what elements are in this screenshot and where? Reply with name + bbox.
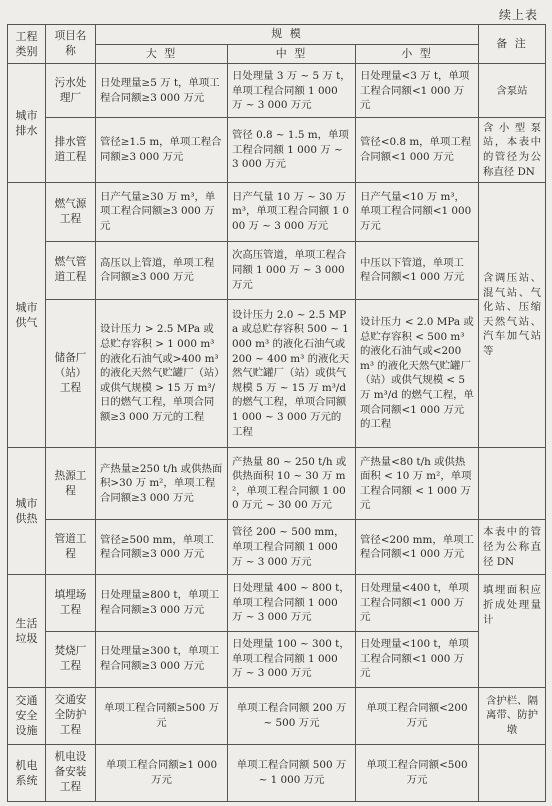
header-small: 小 型 [356, 44, 479, 64]
small-cell: 日处理量<400 t，单项工程合同额<1 000 万元 [356, 575, 479, 631]
header-remark: 备 注 [479, 25, 546, 64]
large-cell: 日处理量≥5 万 t，单项工程合同额≥3 000 万元 [96, 64, 228, 118]
item-cell: 污水处理厂 [46, 64, 96, 118]
item-cell: 管道工程 [46, 520, 96, 575]
header-category: 工程类别 [8, 25, 46, 64]
table-row [8, 575, 546, 631]
table-row [8, 299, 546, 447]
table-row [8, 448, 546, 520]
table-row [8, 241, 546, 299]
category-cell: 机电系统 [8, 744, 46, 801]
small-cell: 单项工程合同额<500 万元 [356, 744, 479, 801]
small-cell: 中压以下管道，单项工程合同额<1 000 万元 [356, 241, 479, 299]
table-row [8, 182, 546, 241]
item-cell: 燃气管道工程 [46, 241, 96, 299]
medium-cell: 日处理量 400 ~ 800 t，单项工程合同额 1 000 万 ~ 3 000 万元 [228, 575, 356, 631]
header-scale: 规 模 [96, 25, 479, 45]
medium-cell: 管径 200 ~ 500 mm，单项工程合同额 1 000 万 ~ 3 000 万元 [228, 520, 356, 575]
small-cell: 设计压力 < 2.0 MPa 或总贮存容积 < 500 m³ 的液化石油气或<200 m³ 的液化天然气贮罐厂（站）或供气规模 < 5 万 m³/d 的燃气工程，单项合同额<1 000 万元的工程 [356, 299, 479, 447]
remark-cell: 含护栏、隔离带、防护墩 [479, 687, 546, 744]
large-cell: 日处理量≥300 t，单项工程合同额≥3 000 万元 [96, 631, 228, 687]
small-cell: 产热量<80 t/h 或供热面积 < 10 万 m²，单项工程合同额 < 1 000 万元 [356, 448, 479, 520]
header-item: 项目名称 [46, 25, 96, 64]
category-cell: 城市排水 [8, 64, 46, 182]
item-cell: 机电设备安装工程 [46, 744, 96, 801]
medium-cell: 日处理量 3 万 ~ 5 万 t，单项工程合同额 1 000 万 ~ 3 000 万元 [228, 64, 356, 118]
small-cell: 日产气量<10 万 m³，单项工程合同额<1 000 万元 [356, 182, 479, 241]
small-cell: 单项工程合同额<200 万元 [356, 687, 479, 744]
medium-cell: 单项工程合同额 500 万 ~ 1 000 万元 [228, 744, 356, 801]
medium-cell: 产热量 80 ~ 250 t/h 或供热面积 10 ~ 30 万 m²，单项工程合同额 1 000 万元 ~ 30 00 万元 [228, 448, 356, 520]
remark-cell: 含调压站、混气站、气化站、压缩天然气站、汽车加气站等 [479, 182, 546, 448]
large-cell: 日产气量≥30 万 m³，单项工程合同额≥3 000 万元 [96, 182, 228, 241]
header-medium: 中 型 [228, 44, 356, 64]
medium-cell: 单项工程合同额 200 万 ~ 500 万元 [228, 687, 356, 744]
remark-cell [479, 744, 546, 801]
medium-cell: 日产气量 10 万 ~ 30 万 m³，单项工程合同额 1 000 万 ~ 3 000 万元 [228, 182, 356, 241]
remark-cell: 填埋面积应折成处理量计 [479, 575, 546, 687]
item-cell: 填埋场工程 [46, 575, 96, 631]
item-cell: 交通安全防护工程 [46, 687, 96, 744]
large-cell: 管径≥1.5 m，单项工程合同额≥3 000 万元 [96, 118, 228, 182]
large-cell: 设计压力 > 2.5 MPa 或总贮存容积 > 1 000 m³ 的液化石油气或>400 m³ 的液化天然气贮罐厂（站）或供气规模 > 15 万 m³/日的燃气工程，单项合同额≥3 000 万元的工程 [96, 299, 228, 447]
small-cell: 管径<0.8 m，单项工程合同额<1 000 万元 [356, 118, 479, 182]
medium-cell: 次高压管道，单项工程合同额 1 000 万 ~ 3 000 万元 [228, 241, 356, 299]
table-row [8, 520, 546, 575]
item-cell: 储备厂（站）工程 [46, 299, 96, 447]
large-cell: 单项工程合同额≥500 万元 [96, 687, 228, 744]
large-cell: 高压以上管道，单项工程合同额≥3 000 万元 [96, 241, 228, 299]
item-cell: 燃气源工程 [46, 182, 96, 241]
table-row [8, 631, 546, 687]
category-cell: 城市供气 [8, 182, 46, 448]
medium-cell: 管径 0.8 ~ 1.5 m，单项工程合同额 1 000 万 ~ 3 000 万元 [228, 118, 356, 182]
table-row [8, 64, 546, 118]
remark-cell [479, 448, 546, 520]
item-cell: 焚烧厂工程 [46, 631, 96, 687]
large-cell: 管径≥500 mm，单项工程合同额≥3 000 万元 [96, 520, 228, 575]
medium-cell: 日处理量 100 ~ 300 t，单项工程合同额 1 000 万 ~ 3 000 万元 [228, 631, 356, 687]
continuation-label: 续上表 [498, 8, 538, 22]
remark-cell: 含小型泵站，本表中的管径为公称直径 DN [479, 118, 546, 182]
large-cell: 日处理量≥800 t，单项工程合同额≥3 000 万元 [96, 575, 228, 631]
table-row [8, 744, 546, 801]
large-cell: 产热量≥250 t/h 或供热面积>30 万 m²，单项工程合同额≥3 000 万元 [96, 448, 228, 520]
small-cell: 日处理量<3 万 t，单项工程合同额<1 000 万元 [356, 64, 479, 118]
item-cell: 热源工程 [46, 448, 96, 520]
medium-cell: 设计压力 2.0 ~ 2.5 MPa 或总贮存容积 500 ~ 1 000 m³ 的液化石油气或 200 ~ 400 m³ 的液化天然气贮罐厂（站）或供气规模 5 万 ~ 15 万 m³/d 的燃气工程，单项合同额 1 000 ~ 3 000 万元的工程 [228, 299, 356, 447]
small-cell: 日处理量<100 t，单项工程合同额<1 000 万元 [356, 631, 479, 687]
item-cell: 排水管道工程 [46, 118, 96, 182]
remark-cell: 含泵站 [479, 64, 546, 118]
project-scale-table [7, 24, 546, 802]
category-cell: 城市供热 [8, 448, 46, 575]
large-cell: 单项工程合同额≥1 000 万元 [96, 744, 228, 801]
remark-cell: 本表中的管径为公称直径 DN [479, 520, 546, 575]
category-cell: 生活垃圾 [8, 575, 46, 687]
category-cell: 交通安全设施 [8, 687, 46, 744]
table-row [8, 118, 546, 182]
header-large: 大 型 [96, 44, 228, 64]
small-cell: 管径<200 mm，单项工程合同额<1 000 万元 [356, 520, 479, 575]
table-row [8, 687, 546, 744]
